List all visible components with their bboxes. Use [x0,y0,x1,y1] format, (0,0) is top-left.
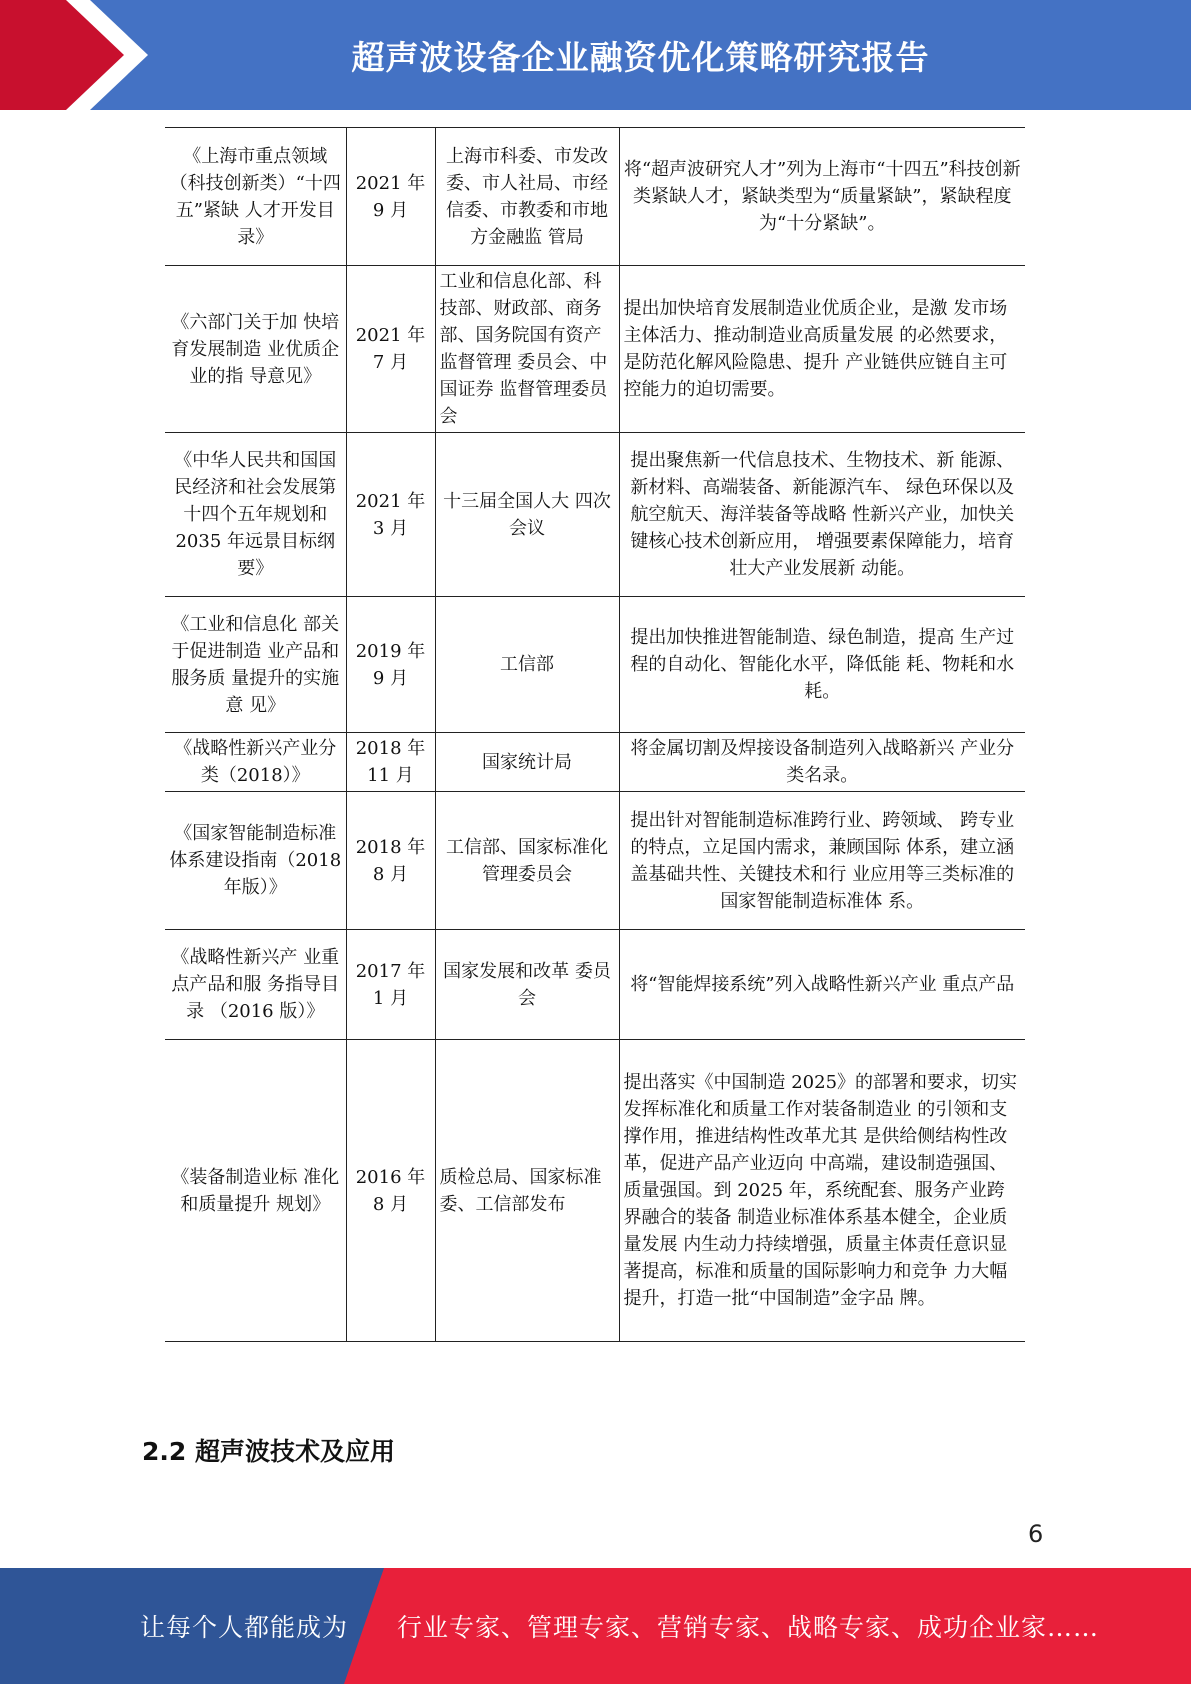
policy-date-cell: 2021 年 7 月 [346,266,435,433]
policy-org-cell: 上海市科委、市发改委、市人社局、市经信委、市教委和市地方金融监 管局 [435,128,619,266]
policy-content-cell: 将“智能焊接系统”列入战略性新兴产业 重点产品 [619,930,1025,1040]
page-footer [0,1568,1191,1684]
table-row [165,266,1025,433]
policy-content-cell: 提出落实《中国制造 2025》的部署和要求，切实发挥标准化和质量工作对装备制造业 的引领和支撑作用，推进结构性改革尤其 是供给侧结构性改革，促进产品产业迈向 中高端，建设制造强国、质量强国。到 2025 年，系统配套、服务产业跨界融合的装备 制造业标准体系基本健全，企业质量发展 内生动力持续增强，质量主体责任意识显 著提高，标准和质量的国际影响力和竞争 力大幅提升，打造一批“中国制造”金字品 牌。 [619,1040,1025,1342]
policy-date-cell: 2021 年 9 月 [346,128,435,266]
section-heading: 2.2 超声波技术及应用 [142,1437,395,1466]
policy-org-cell: 工信部 [435,597,619,733]
policy-name-cell: 《装备制造业标 准化和质量提升 规划》 [165,1040,346,1342]
policy-table [165,127,1025,1342]
policy-date-cell: 2017 年 1 月 [346,930,435,1040]
footer-slogan-left: 让每个人都能成为 [140,1613,349,1642]
table-row [165,1040,1025,1342]
policy-name-cell: 《上海市重点领域（科技创新类）“十四五”紧缺 人才开发目录》 [165,128,346,266]
table-row [165,597,1025,733]
policy-name-cell: 《六部门关于加 快培育发展制造 业优质企业的指 导意见》 [165,266,346,433]
policy-org-cell: 十三届全国人大 四次会议 [435,433,619,597]
policy-org-cell: 国家统计局 [435,733,619,792]
table-row [165,128,1025,266]
policy-content-cell: 提出针对智能制造标准跨行业、跨领域、 跨专业的特点，立足国内需求，兼顾国际 体系，建立涵盖基础共性、关键技术和行 业应用等三类标准的国家智能制造标准体 系。 [619,792,1025,930]
policy-name-cell: 《中华人民共和国国民经济和社会发展第十四个五年规划和 2035 年远景目标纲 要》 [165,433,346,597]
report-title: 超声波设备企业融资优化策略研究报告 [351,37,930,77]
policy-org-cell: 工业和信息化部、科技部、财政部、商务部、国务院国有资产监督管理 委员会、中国证券 监督管理委员会 [435,266,619,433]
policy-date-cell: 2018 年 11 月 [346,733,435,792]
page-number: 6 [1028,1520,1044,1548]
policy-name-cell: 《战略性新兴产业分类（2018）》 [165,733,346,792]
table-row [165,733,1025,792]
policy-name-cell: 《国家智能制造标准体系建设指南（2018 年版）》 [165,792,346,930]
policy-date-cell: 2018 年 8 月 [346,792,435,930]
page-header [0,0,1191,110]
footer-slogan-right: 行业专家、管理专家、营销专家、战略专家、成功企业家…… [397,1613,1100,1642]
table-row [165,930,1025,1040]
policy-org-cell: 工信部、国家标准化管理委员会 [435,792,619,930]
header-arrow-decoration [0,0,150,110]
table-row [165,433,1025,597]
policy-content-cell: 提出聚焦新一代信息技术、生物技术、新 能源、新材料、高端装备、新能源汽车、 绿色环保以及航空航天、海洋装备等战略 性新兴产业，加快关键核心技术创新应用， 增强要素保障能力，培育壮大产业发展新 动能。 [619,433,1025,597]
policy-content-cell: 提出加快推进智能制造、绿色制造，提高 生产过程的自动化、智能化水平，降低能 耗、物耗和水耗。 [619,597,1025,733]
policy-name-cell: 《工业和信息化 部关于促进制造 业产品和服务质 量提升的实施意 见》 [165,597,346,733]
policy-org-cell: 国家发展和改革 委员会 [435,930,619,1040]
table-row [165,792,1025,930]
policy-name-cell: 《战略性新兴产 业重点产品和服 务指导目录 （2016 版）》 [165,930,346,1040]
policy-content-cell: 提出加快培育发展制造业优质企业，是激 发市场主体活力、推动制造业高质量发展 的必然要求，是防范化解风险隐患、提升 产业链供应链自主可控能力的迫切需要。 [619,266,1025,433]
policy-date-cell: 2021 年 3 月 [346,433,435,597]
policy-date-cell: 2016 年 8 月 [346,1040,435,1342]
policy-content-cell: 将“超声波研究人才”列为上海市“十四五”科技创新类紧缺人才，紧缺类型为“质量紧缺”，紧缺程度为“十分紧缺”。 [619,128,1025,266]
policy-date-cell: 2019 年 9 月 [346,597,435,733]
policy-org-cell: 质检总局、国家标准委、工信部发布 [435,1040,619,1342]
policy-content-cell: 将金属切割及焊接设备制造列入战略新兴 产业分类名录。 [619,733,1025,792]
